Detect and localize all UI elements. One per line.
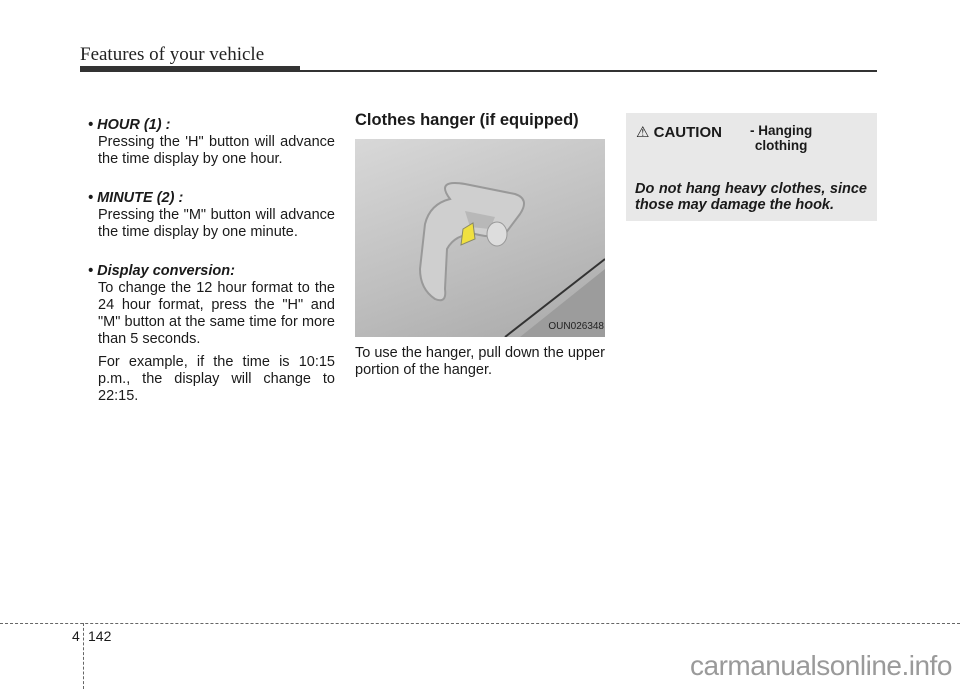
- hanger-instructions: To use the hanger, pull down the upper portion of the hanger.: [355, 345, 605, 378]
- display-conversion-text: To change the 12 hour format to the 24 hour format, press the "H" and "M" button at the same time for more than 5 seconds.: [98, 280, 335, 347]
- minute-label: • MINUTE (2) :: [88, 190, 184, 206]
- caution-heading: [636, 123, 871, 153]
- caution-text: Do not hang heavy clothes, since those may damage the hook.: [635, 181, 867, 213]
- page-number: 142: [88, 628, 112, 644]
- clothes-hanger-image: [355, 139, 605, 337]
- minute-text: Pressing the "M" button will advance the time display by one minute.: [98, 207, 335, 240]
- page-header-title: Features of your vehicle: [80, 44, 265, 65]
- header-bar: [80, 66, 300, 72]
- warning-triangle-icon: ⚠: [636, 124, 650, 141]
- hanger-illustration: [355, 139, 605, 337]
- footer-divider: [83, 623, 84, 689]
- hour-item: [88, 117, 335, 168]
- minute-item: [88, 190, 335, 241]
- display-conversion-label: • Display conversion:: [88, 263, 235, 279]
- caution-title: CAUTION: [653, 124, 722, 141]
- hour-text: Pressing the 'H" button will advance the time display by one hour.: [98, 134, 335, 167]
- watermark: carmanualsonline.info: [690, 650, 952, 681]
- section-title: Clothes hanger (if equipped): [355, 111, 579, 129]
- display-conversion-item: [88, 263, 335, 405]
- display-conversion-example: For example, if the time is 10:15 p.m., the display will change to 22:15.: [98, 354, 335, 404]
- chapter-number: 4: [72, 628, 80, 644]
- hour-label: • HOUR (1) :: [88, 117, 171, 133]
- middle-column: [355, 112, 605, 379]
- header-rule: [300, 70, 877, 72]
- footer-rule: [0, 623, 960, 624]
- left-column: [88, 117, 335, 427]
- image-code: OUN026348: [548, 321, 604, 332]
- caution-subtitle: - Hanging clothing: [750, 123, 813, 153]
- caution-box: [626, 113, 877, 221]
